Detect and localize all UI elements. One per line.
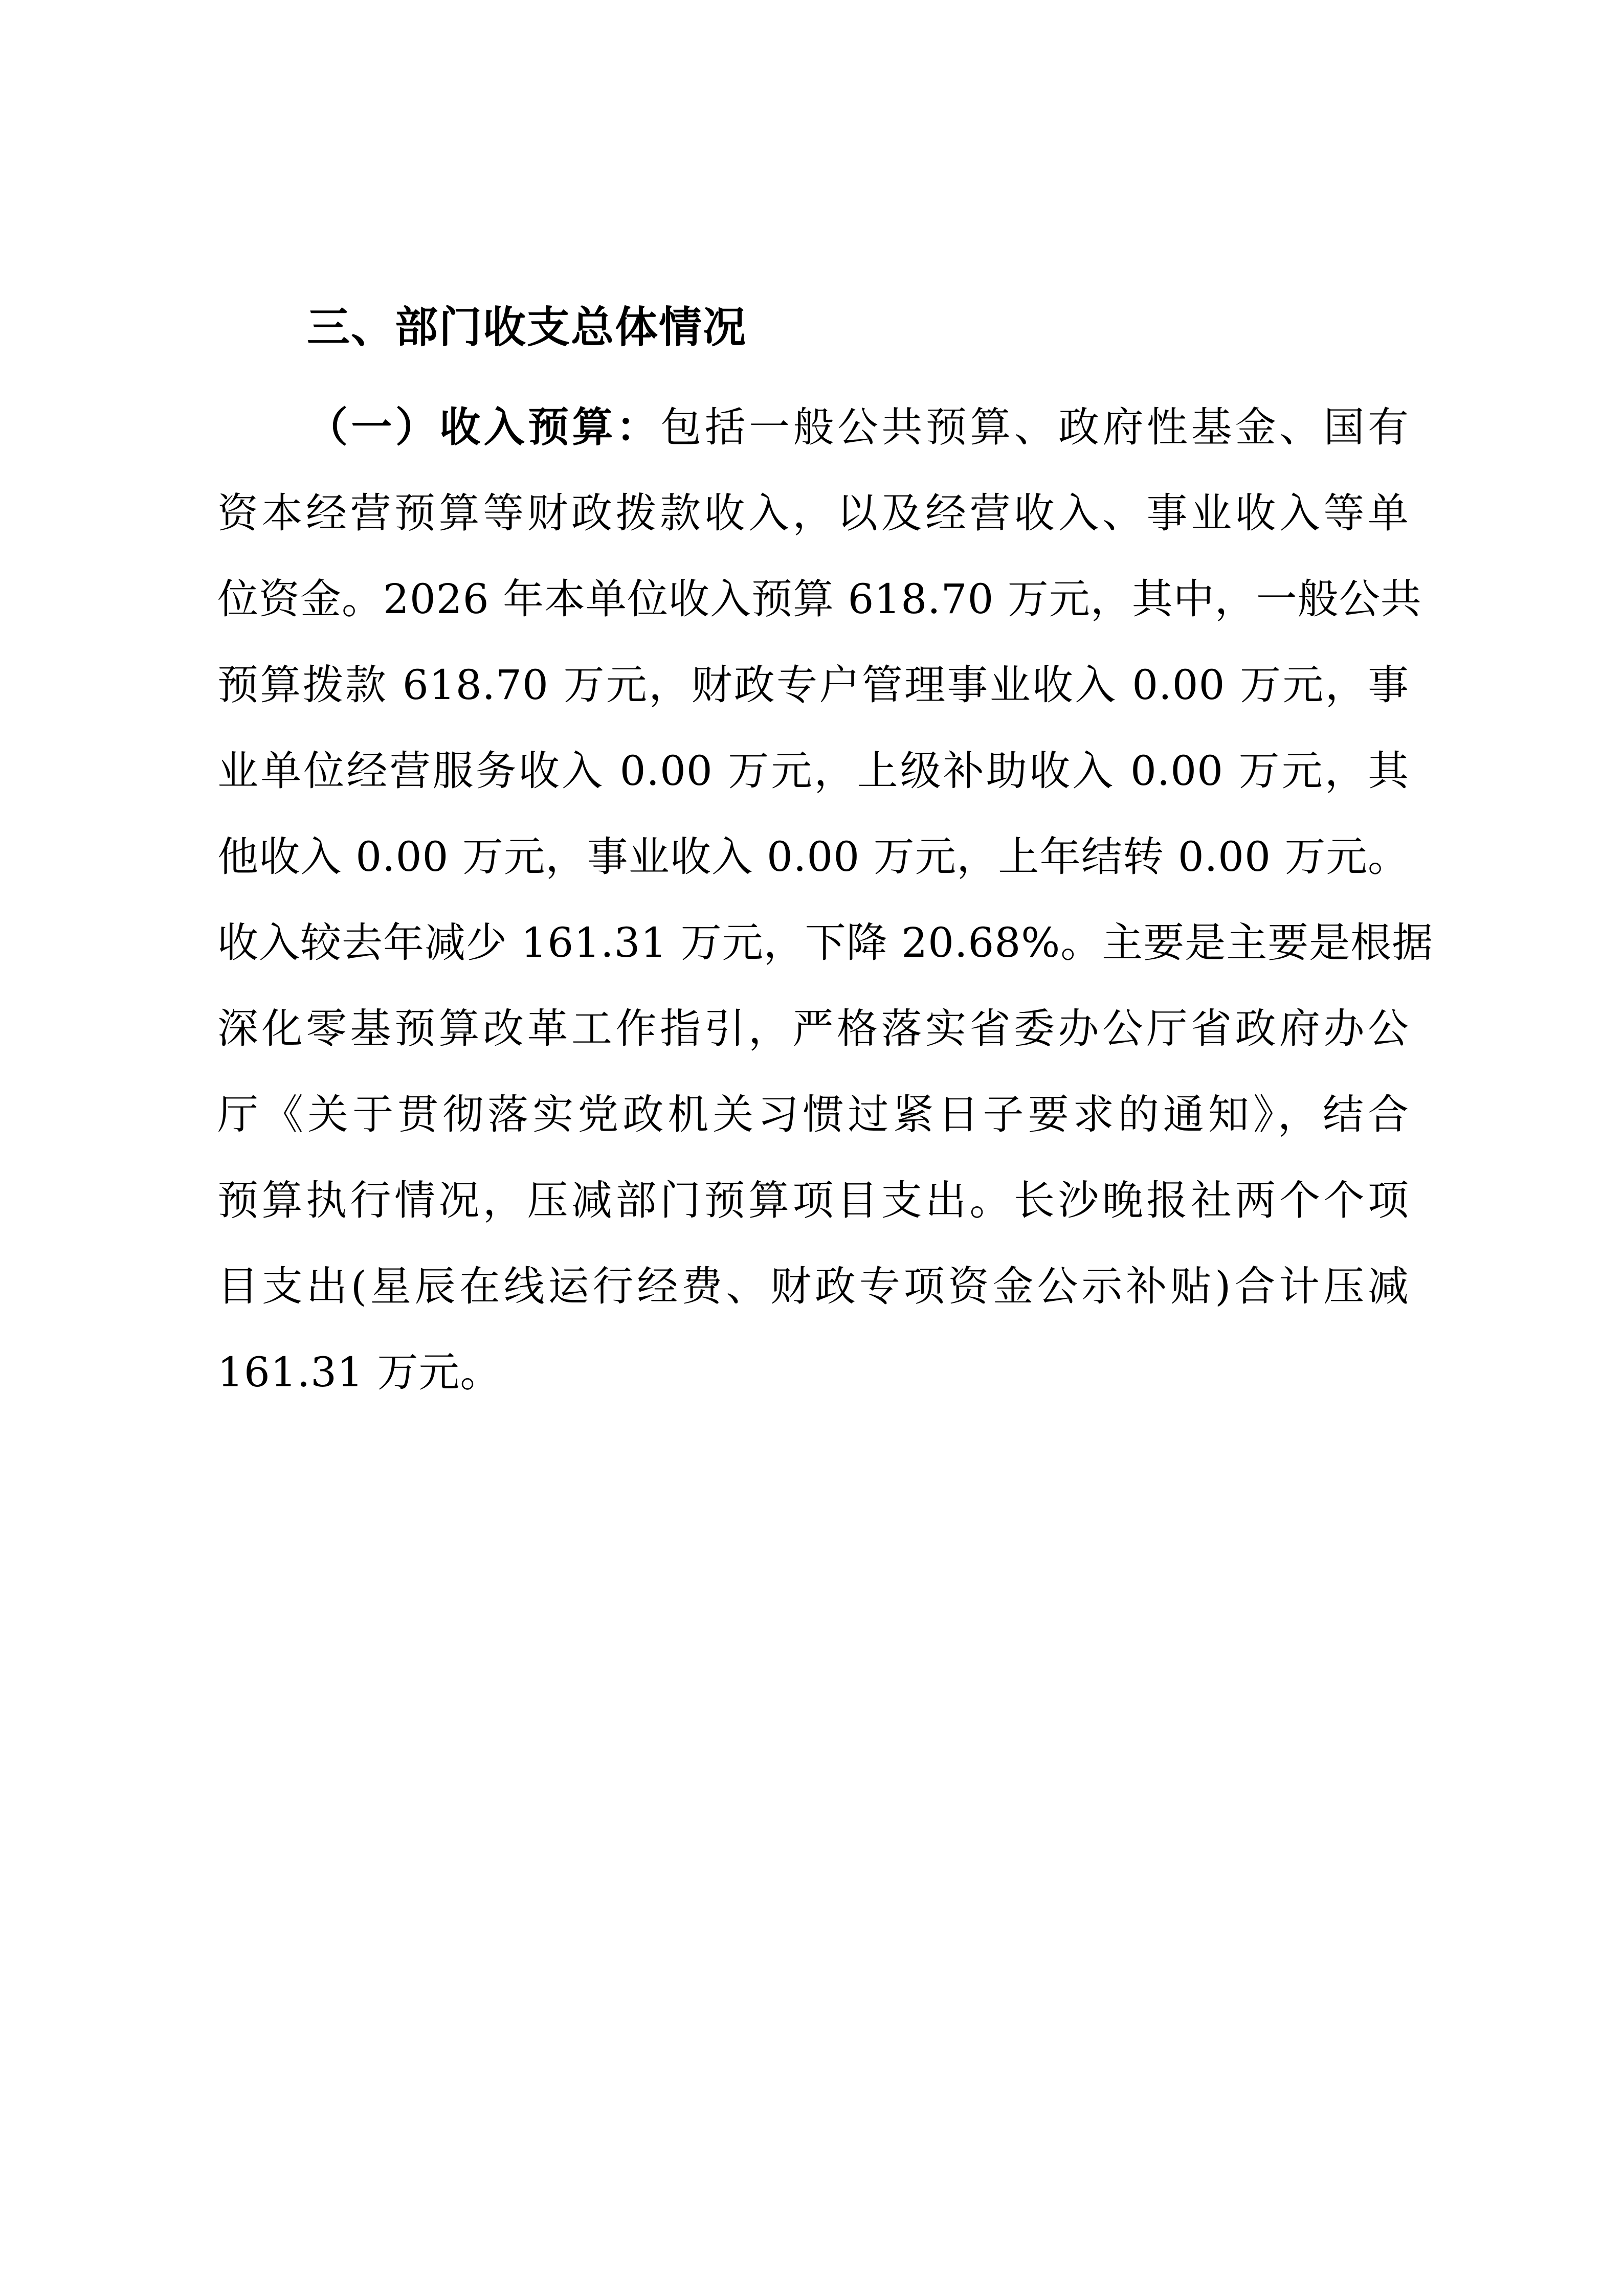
paragraph-line: 161.31 万元。 bbox=[217, 1348, 502, 1396]
paragraph-line: 业单位经营服务收入 0.00 万元，上级补助收入 0.00 万元，其 bbox=[217, 747, 1409, 795]
paragraph-line: 收入较去年减少 161.31 万元，下降 20.68%。主要是主要是根据 bbox=[217, 919, 1434, 966]
paragraph-line: 预算执行情况，压减部门预算项目支出。长沙晚报社两个个项 bbox=[217, 1177, 1409, 1224]
paragraph-line: 厅《关于贯彻落实党政机关习惯过紧日子要求的通知》，结合 bbox=[217, 1091, 1409, 1138]
section-heading: 三、部门收支总体情况 bbox=[307, 302, 747, 352]
paragraph-line: 他收入 0.00 万元，事业收入 0.00 万元，上年结转 0.00 万元。 bbox=[217, 833, 1409, 881]
income-budget-paragraph bbox=[217, 385, 1434, 1415]
paragraph-line: 目支出(星辰在线运行经费、财政专项资金公示补贴)合计压减 bbox=[217, 1263, 1409, 1310]
paragraph-line: 预算拨款 618.70 万元，财政专户管理事业收入 0.00 万元，事 bbox=[217, 661, 1409, 709]
paragraph-line: 位资金。2026 年本单位收入预算 618.70 万元，其中，一般公共 bbox=[217, 575, 1422, 623]
paragraph-line: 深化零基预算改革工作指引，严格落实省委办公厅省政府办公 bbox=[217, 1005, 1409, 1052]
paragraph-line bbox=[217, 385, 1409, 470]
income-budget-lead: （一）收入预算： bbox=[307, 403, 661, 451]
paragraph-line: 资本经营预算等财政拨款收入，以及经营收入、事业收入等单 bbox=[217, 489, 1409, 537]
paragraph-line-text: 包括一般公共预算、政府性基金、国有 bbox=[660, 403, 1410, 451]
